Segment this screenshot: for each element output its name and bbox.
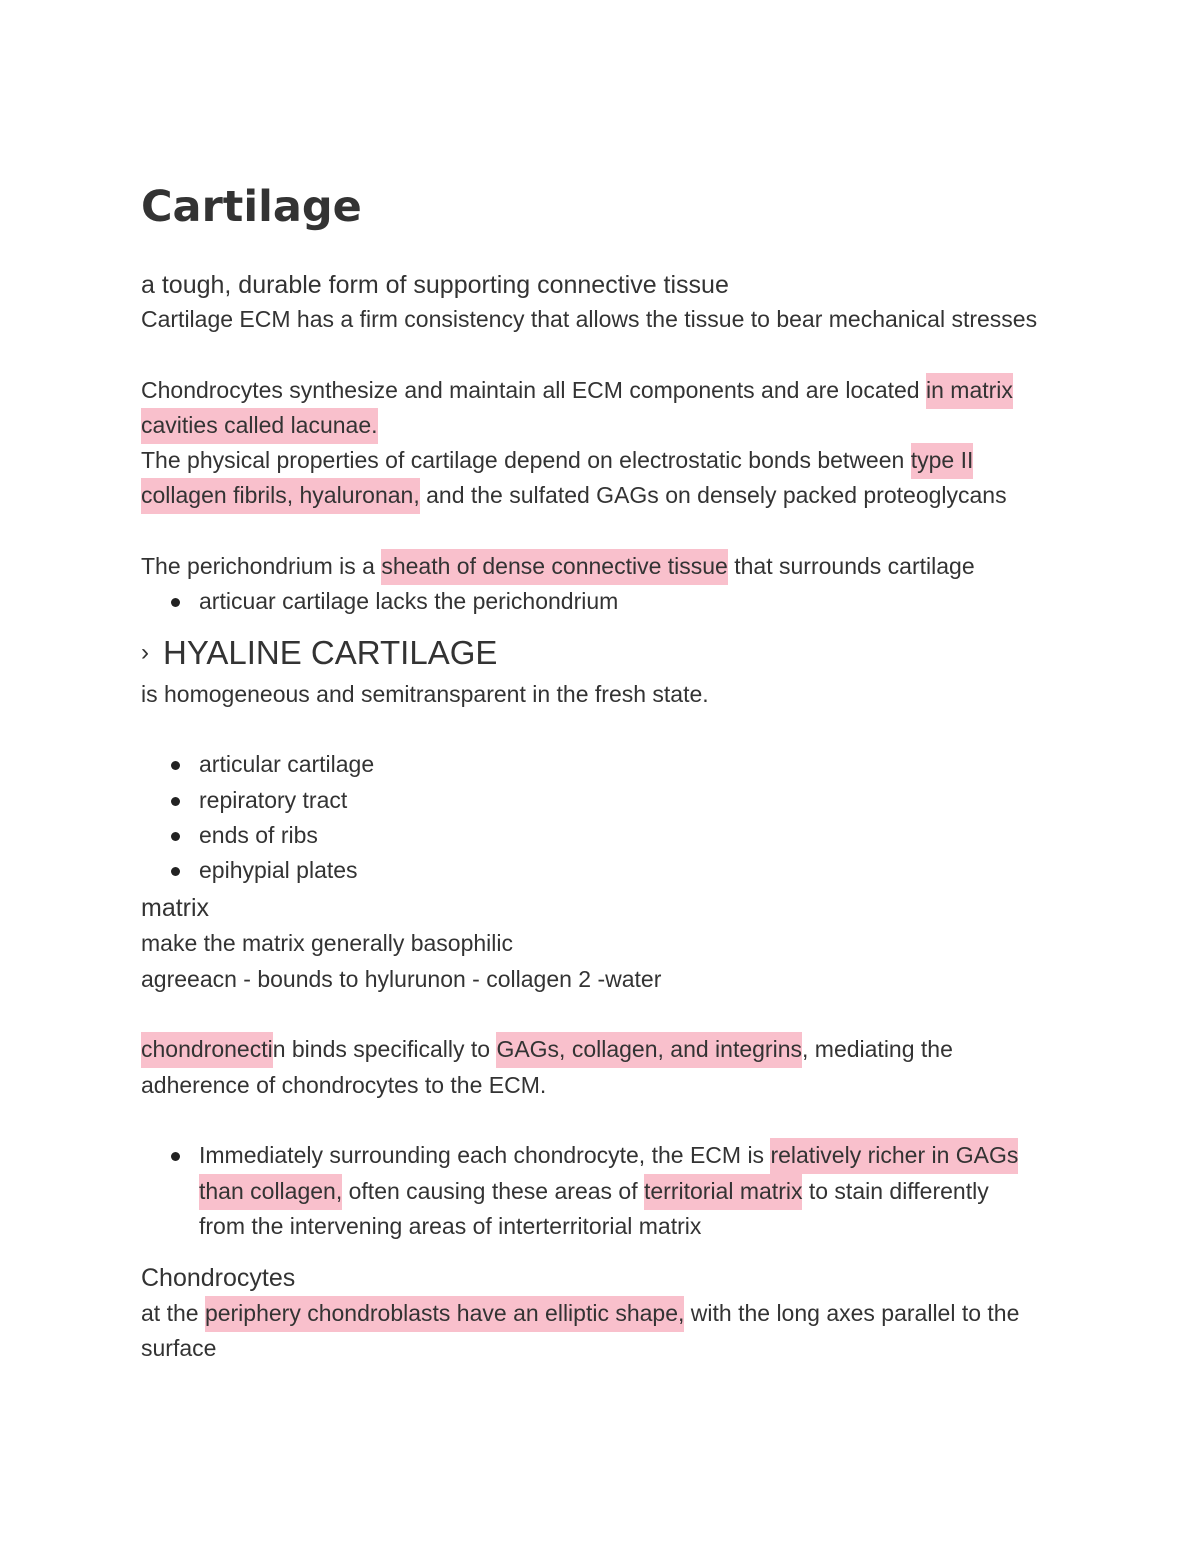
text-run: Immediately surrounding each chondrocyte, the ECM is bbox=[199, 1142, 771, 1169]
perichondrium-list bbox=[141, 584, 1061, 619]
highlight: than collagen, bbox=[199, 1174, 342, 1210]
text-run: Chondrocytes synthesize and maintain all ECM components and are located bbox=[141, 376, 926, 403]
text-run: The physical properties of cartilage depend on electrostatic bonds between bbox=[141, 447, 911, 474]
matrix-heading: matrix bbox=[141, 894, 210, 923]
hyaline-heading[interactable] bbox=[141, 629, 1061, 677]
text-run: n binds specifically to bbox=[272, 1036, 497, 1063]
page-title: Cartilage bbox=[141, 182, 362, 232]
hyaline-list bbox=[141, 747, 1061, 888]
list-item bbox=[199, 1138, 1061, 1244]
chevron-right-icon[interactable]: › bbox=[141, 638, 149, 666]
matrix-line-1: make the matrix generally basophilic bbox=[141, 930, 514, 957]
text-run: from the intervening areas of interterritorial matrix bbox=[199, 1212, 702, 1239]
spacer bbox=[141, 712, 1061, 747]
text-run: The perichondrium is a bbox=[141, 553, 382, 580]
spacer bbox=[141, 337, 1061, 372]
highlight: territorial matrix bbox=[644, 1174, 802, 1210]
highlight: type II bbox=[911, 443, 974, 479]
chondrocytes-heading: Chondrocytes bbox=[141, 1264, 296, 1293]
chondronectin-paragraph bbox=[141, 1032, 1061, 1103]
physical-properties-paragraph bbox=[141, 443, 1061, 514]
list-item: epihypial plates bbox=[199, 853, 1061, 888]
text-run: that surrounds cartilage bbox=[727, 553, 975, 580]
list-item: ends of ribs bbox=[199, 818, 1061, 853]
matrix-list bbox=[141, 1138, 1061, 1244]
spacer bbox=[141, 997, 1061, 1032]
text-run: with the long axes parallel to the bbox=[684, 1300, 1020, 1327]
perichondrium-paragraph bbox=[141, 549, 1061, 584]
text-run: often causing these areas of bbox=[342, 1177, 644, 1204]
hyaline-heading-label: HYALINE CARTILAGE bbox=[163, 633, 498, 671]
text-run: surface bbox=[141, 1335, 217, 1362]
hyaline-description: is homogeneous and semitransparent in the fresh state. bbox=[141, 680, 709, 707]
spacer bbox=[141, 1103, 1061, 1138]
text-run: and the sulfated GAGs on densely packed proteoglycans bbox=[419, 482, 1007, 509]
chondrocytes-paragraph bbox=[141, 373, 1061, 444]
intro-text: Cartilage ECM has a firm consistency that allows the tissue to bear mechanical stresses bbox=[141, 306, 1038, 332]
highlight: cavities called lacunae. bbox=[141, 408, 378, 444]
highlight: chondronecti bbox=[141, 1032, 273, 1068]
highlight: sheath of dense connective tissue bbox=[381, 549, 728, 585]
text-run: adherence of chondrocytes to the ECM. bbox=[141, 1071, 547, 1098]
document-page bbox=[141, 178, 1061, 1367]
spacer bbox=[141, 514, 1061, 549]
chondrocytes-paragraph-2 bbox=[141, 1296, 1061, 1367]
highlight: in matrix bbox=[926, 373, 1013, 409]
text-run: to stain differently bbox=[802, 1177, 989, 1204]
highlight: GAGs, collagen, and integrins bbox=[496, 1032, 802, 1068]
text-run: , mediating the bbox=[802, 1036, 953, 1063]
text-run: at the bbox=[141, 1300, 205, 1327]
list-item: repiratory tract bbox=[199, 783, 1061, 818]
highlight: collagen fibrils, hyaluronan, bbox=[141, 478, 420, 514]
matrix-line-2: agreeacn - bounds to hylurunon - collagen 2 -water bbox=[141, 965, 662, 992]
list-item: articuar cartilage lacks the perichondrium bbox=[199, 584, 1061, 619]
subtitle: a tough, durable form of supporting connective tissue bbox=[141, 271, 729, 299]
list-item: articular cartilage bbox=[199, 747, 1061, 782]
highlight: periphery chondroblasts have an elliptic shape, bbox=[205, 1296, 684, 1332]
highlight: relatively richer in GAGs bbox=[770, 1138, 1018, 1174]
